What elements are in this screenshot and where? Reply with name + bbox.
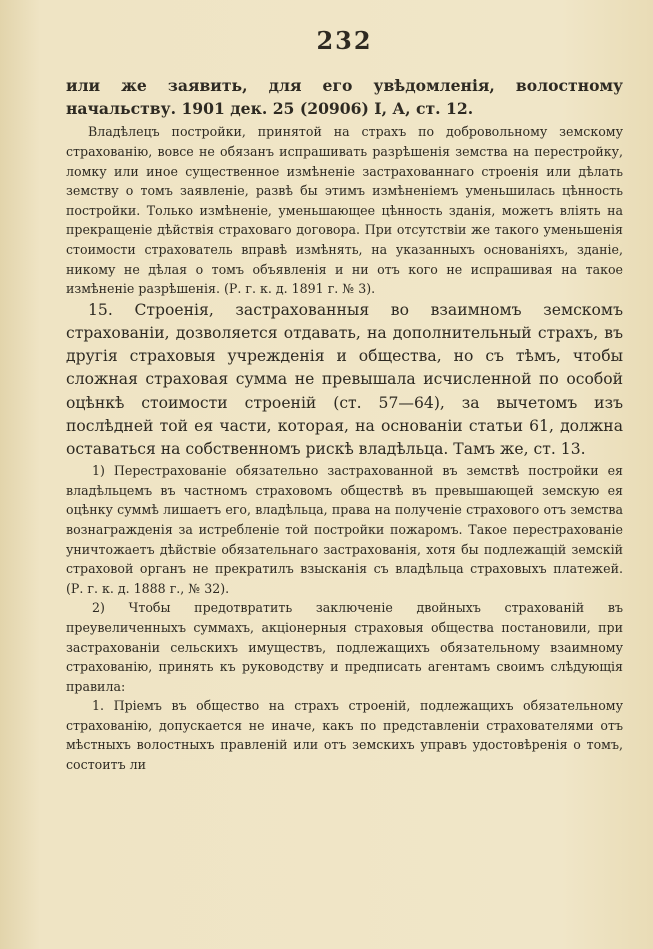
paragraph-owner-note: Владѣлецъ постройки, принятой на страхъ по добровольному земскому страхованію, вовсе не обязанъ испрашивать разрѣшенія земства на перестройку, ломку или иное существенное измѣненіе застрахованнаго строенія или дѣлать земству о томъ заявленіе, развѣ бы этимъ измѣненіемъ уменьшилась цѣнность постройки. Только измѣненіе, уменьшающее цѣнность зданія, можетъ вліять на прекращеніе дѣйствія страховаго договора. При отсутствіи же такого уменьшенія стоимости страхователь вправѣ измѣнять, на указанныхъ основаніяхъ, зданіе, никому не дѣлая о томъ объявленія и ни отъ кого не испрашивая на такое измѣненіе разрѣшенія. (Р. г. к. д. 1891 г. № 3). (66, 124, 623, 297)
note-1: 1) Перестрахованіе обязательно застрахованной въ земствѣ постройки ея владѣльцемъ въ частномъ страховомъ обществѣ въ превышающей земскую ея оцѣнку суммѣ лишаетъ его, владѣльца, права на полученіе страхового отъ земства вознагражденія за истребленіе той постройки пожаромъ. Такое перестрахованіе уничтожаетъ дѣйствіе обязательнаго застрахованія, хотя бы подлежащій земскій страховой органъ не прекратилъ взысканія съ владѣльца страховыхъ платежей. (Р. г. к. д. 1888 г., № 32). (66, 463, 623, 596)
article-15: 15. Строенія, застрахованныя во взаимномъ земскомъ страхованіи, дозволяется отдавать, на дополнительный страхъ, въ другія страховыя учрежденія и общества, но съ тѣмъ, чтобы сложная страховая сумма не превышала исчисленной по особой оцѣнкѣ стоимости строеній (ст. 57—64), за вычетомъ изъ послѣдней той ея части, которая, на основаніи статьи 61, должна оставаться на собственномъ рискѣ владѣльца. Тамъ же, ст. 13. (66, 300, 623, 458)
note-2: 2) Чтобы предотвратить заключеніе двойныхъ страхованій въ преувеличенныхъ суммахъ, акціонерныя страховыя общества постановили, при застрахованіи сельскихъ имуществъ, подлежащихъ обязательному взаимному страхованію, принять къ руководству и предписать агентамъ своимъ слѣдующія правила: (66, 600, 623, 694)
page-number: 232 (316, 26, 373, 55)
rule-1: 1. Пріемъ въ общество на страхъ строеній, подлежащихъ обязательному страхованію, допускается не иначе, какъ по представленіи страхователями отъ мѣстныхъ волостныхъ правленій или отъ земскихъ управъ удостовѣренія о томъ, состоитъ ли (66, 698, 623, 773)
paragraph-intro: или же заявить, для его увѣдомленія, волостному начальству. 1901 дек. 25 (20906) I, А, ст. 12. (66, 76, 623, 119)
